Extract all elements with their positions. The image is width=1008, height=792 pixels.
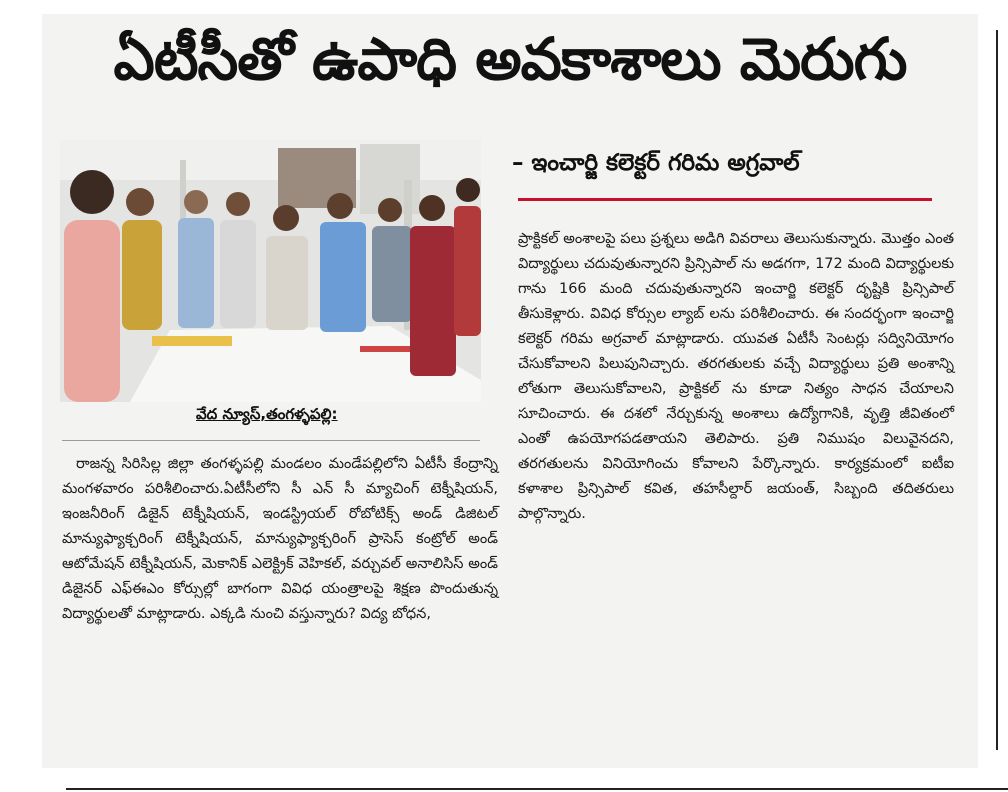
column-divider (996, 30, 998, 750)
news-photo (60, 140, 481, 402)
dateline-divider (62, 440, 480, 441)
dateline: వేద న్యూస్,తంగళ్ళపల్లి: (196, 405, 338, 423)
bottom-divider (66, 788, 1008, 790)
headline: ఏటీసీతో ఉపాధి అవకాశాలు మెరుగు (113, 25, 907, 93)
article-body-right-column: ప్రాక్టికల్ అంశాలపై పలు ప్రశ్నలు అడిగి వివరాలు తెలుసుకున్నారు. మొత్తం ఎంత విద్యార్థులు చదువుతున్నారని ప్రిన్సిపాల్ ను అడగగా, 172 మంది విద్యార్థులకు గాను 166 మంది చదువుతున్నారని ఇంచార్జి కలెక్టర్ దృష్టికి ప్రిన్సిపాల్ తీసుకెళ్లారు. వివిధ కోర్సుల ల్యాబ్ లను పరిశీలించారు. ఈ సందర్భంగా ఇంచార్జి కలెక్టర్ గరిమ అగ్రవాల్ మాట్లాడారు. యువత ఏటీసీ సెంటర్లు సద్వినియోగం చేసుకోవాలని పిలుపునిచ్చారు. తరగతులకు వచ్చే విద్యార్థులు ప్రతి అంశాన్ని లోతుగా తెలుసుకోవాలని, ప్రాక్టికల్ ను కూడా నిత్యం సాధన చేయాలని సూచించారు. ఈ దశలో నేర్చుకున్న అంశాలు ఉద్యోగానికి, వృత్తి జీవితంలో ఎంతో ఉపయోగపడతాయని తెలిపారు. ప్రతి నిముషం విలువైనదని, తరగతులను వినియోగించు కోవాలని పేర్కొన్నారు. కార్యక్రమంలో ఐటీఐ కళాశాల ప్రిన్సిపాల్ కవిత, తహసీల్దార్ జయంత్, సిబ్బంది తదితరులు పాల్గొన్నారు. (518, 231, 954, 522)
news-photo-collector-visit-icon (60, 140, 481, 402)
byline-underline (518, 198, 932, 201)
article-body-left-column: రాజన్న సిరిసిల్ల జిల్లా తంగళ్ళపల్లి మండలం మండేపల్లిలోని ఏటీసీ కేంద్రాన్ని మంగళవారం పరిశీలించారు.ఏటీసీలోని సీ ఎన్ సీ మ్యాచింగ్ టెక్నీషియన్, ఇంజనీరింగ్ డిజైన్ టెక్నీషియన్, ఇండస్ట్రియల్ రోబోటిక్స్ అండ్ డిజిటల్ మాన్యుఫ్యాక్చరింగ్ టెక్నీషియన్, మాన్యుఫ్యాక్చరింగ్ ప్రాసెస్ కంట్రోల్ అండ్ ఆటోమేషన్ టెక్నీషియన్, మెకానిక్ ఎలెక్ట్రిక్ వెహికల్, వర్చువల్ అనాలిసిస్ అండ్ డిజైనర్ ఎఫ్ఈఎం కోర్సుల్లో బాగంగా వివిధ యంత్రాలపై శిక్షణ పొందుతున్న విద్యార్థులతో మాట్లాడారు. ఎక్కడి నుంచి వస్తున్నారు? విద్య బోధన, (62, 456, 498, 622)
byline: – ఇంచార్జి కలెక్టర్ గరిమ అగ్రవాల్ (512, 150, 800, 176)
